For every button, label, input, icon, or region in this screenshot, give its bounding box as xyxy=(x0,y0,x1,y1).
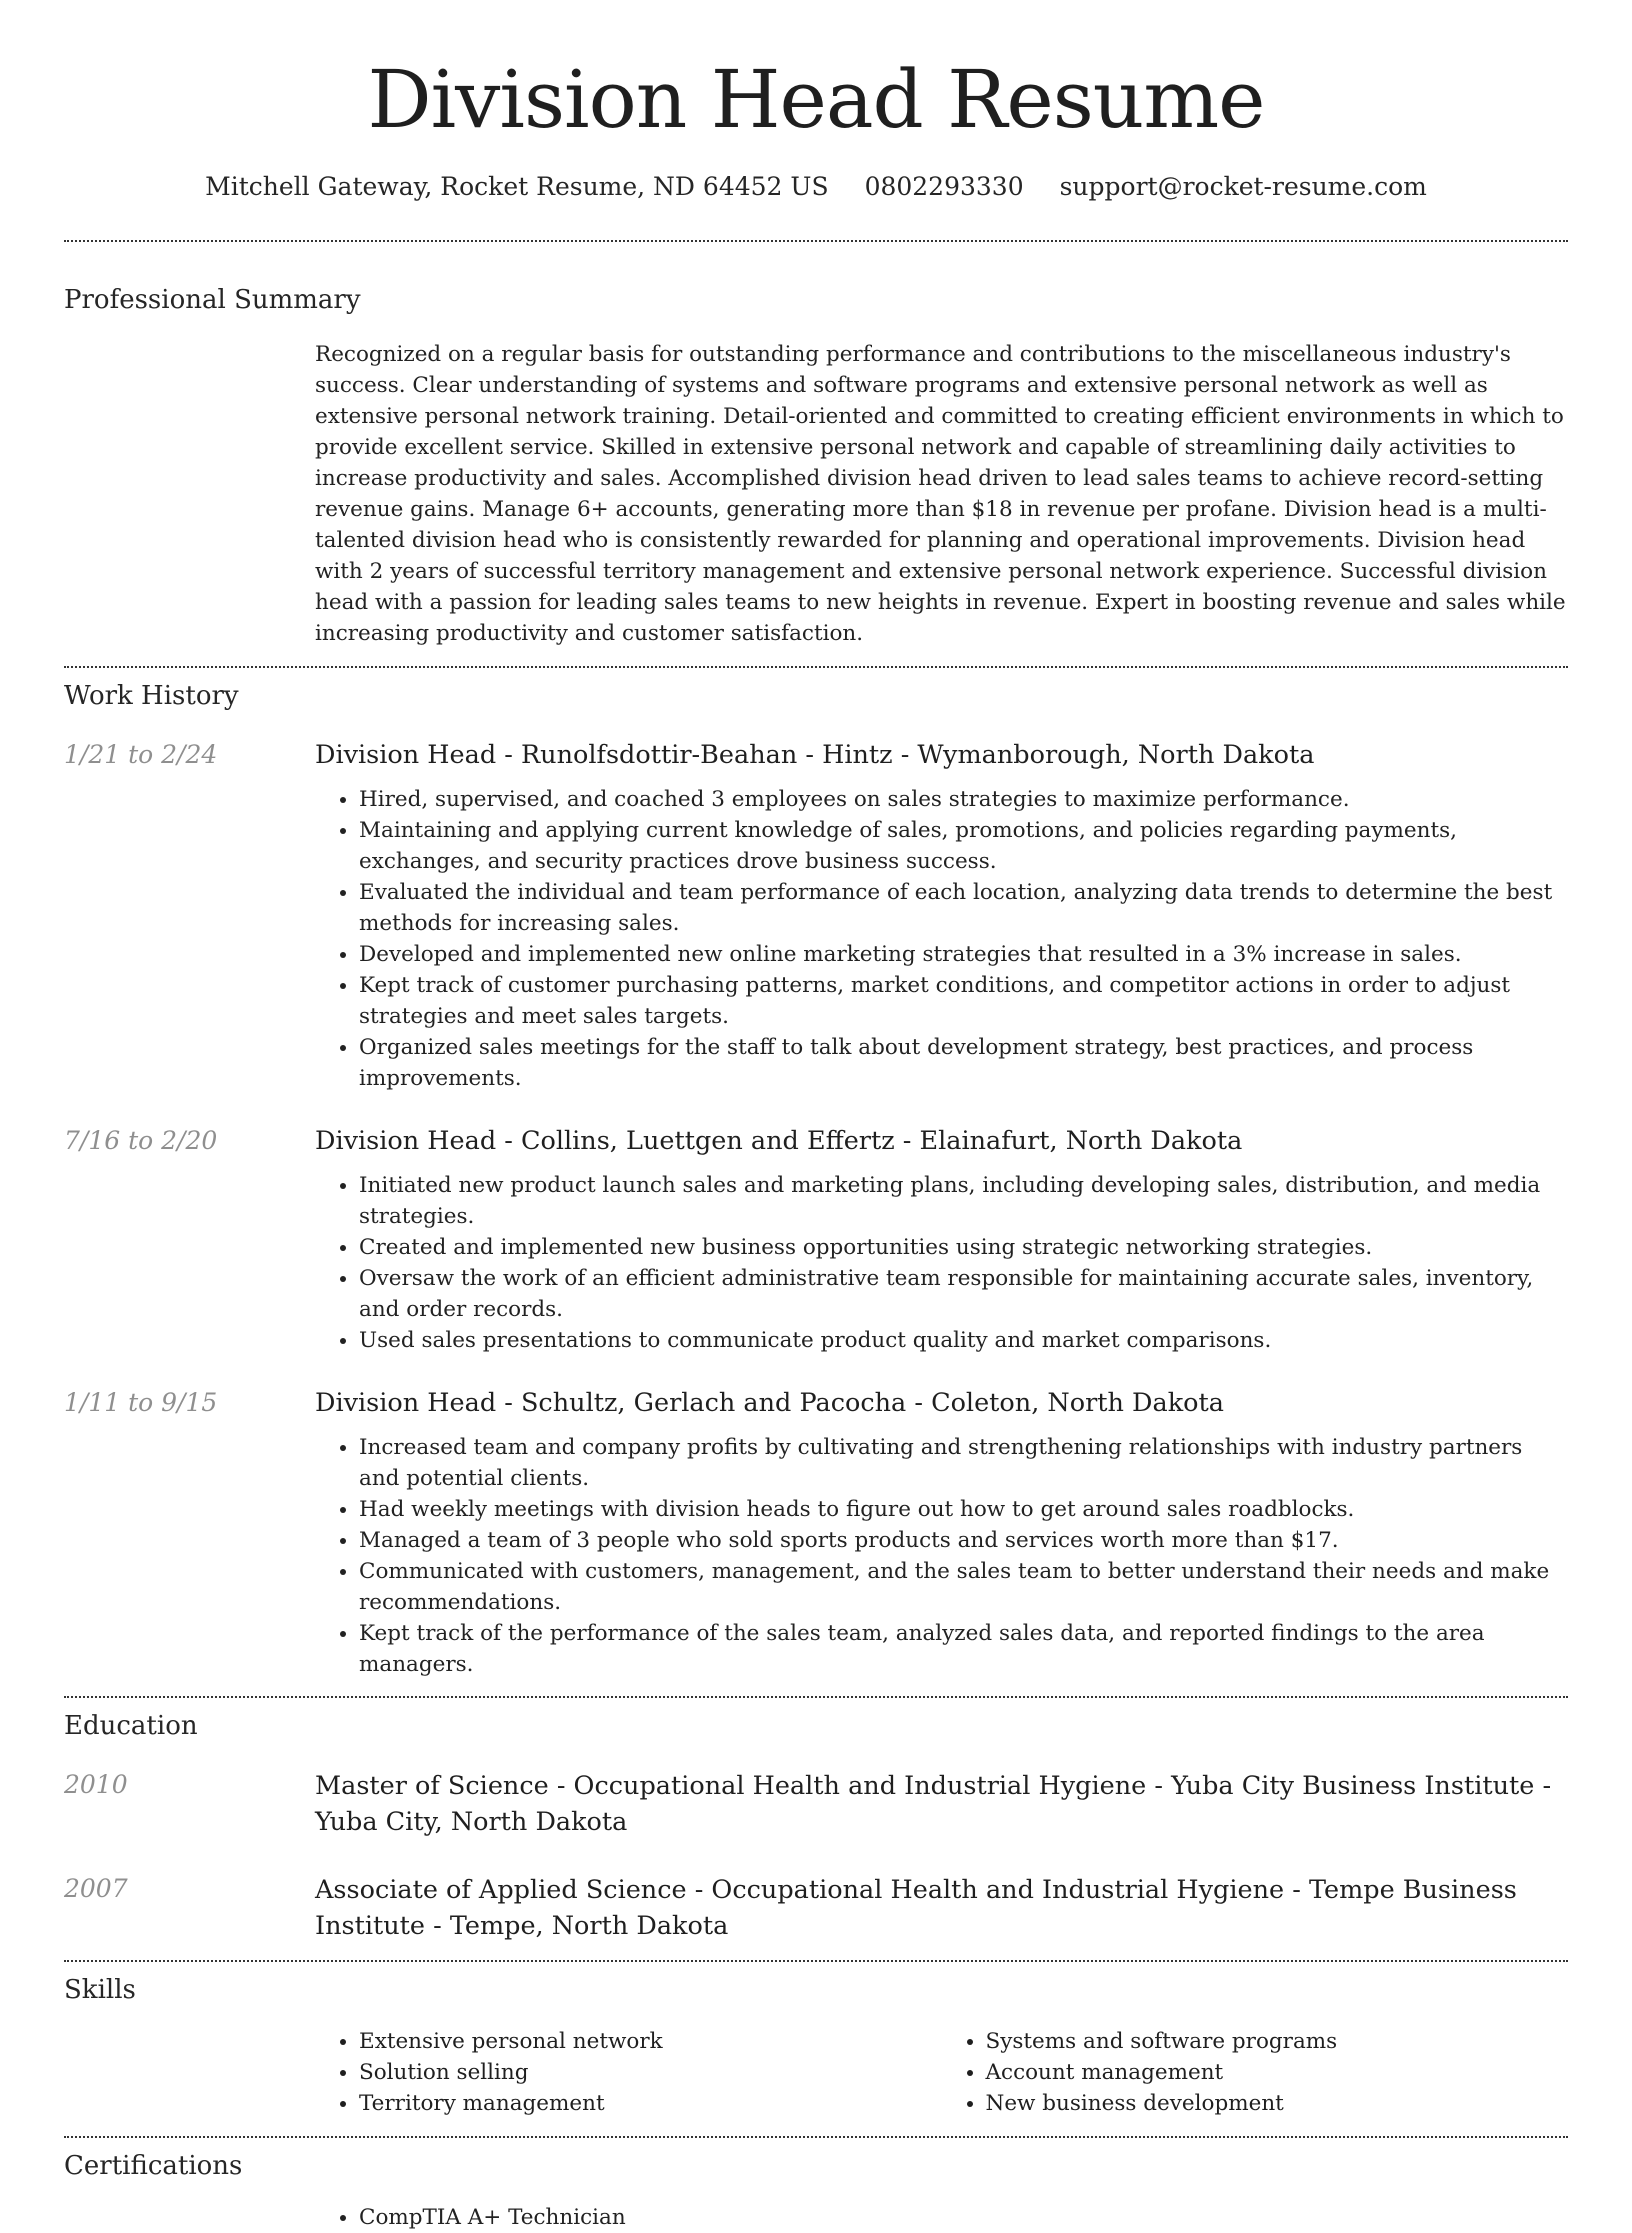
skill-item: • Territory management xyxy=(359,2088,942,2119)
skills-column-left xyxy=(315,2026,942,2119)
list-item: • Communicated with customers, management, and the sales team to better understand their needs and make recommendations. xyxy=(359,1556,1568,1618)
job-title: Division Head - Schultz, Gerlach and Pacocha - Coleton, North Dakota xyxy=(315,1388,1224,1418)
list-item: • Hired, supervised, and coached 3 employees on sales strategies to maximize performance. xyxy=(359,784,1568,815)
education-title: Associate of Applied Science - Occupational Health and Industrial Hygiene - Tempe Business Institute - Tempe, North Dakota xyxy=(315,1875,1517,1941)
list-item: • Had weekly meetings with division heads to figure out how to get around sales roadblocks. xyxy=(359,1494,1568,1525)
job-entry xyxy=(64,1386,1568,1680)
section-divider xyxy=(64,666,1568,668)
list-item: • Maintaining and applying current knowledge of sales, promotions, and policies regarding payments, exchanges, and security practices drove business success. xyxy=(359,815,1568,877)
contact-address: Mitchell Gateway, Rocket Resume, ND 64452 US xyxy=(205,172,829,201)
section-divider xyxy=(64,240,1568,242)
section-divider xyxy=(64,1960,1568,1962)
skill-item: • Systems and software programs xyxy=(986,2026,1569,2057)
section-divider xyxy=(64,2136,1568,2138)
skill-item: • Solution selling xyxy=(359,2057,942,2088)
education-year: 2007 xyxy=(64,1874,128,1903)
education-title: Master of Science - Occupational Health and Industrial Hygiene - Yuba City Business Institute - Yuba City, North Dakota xyxy=(315,1771,1552,1837)
list-item: • Kept track of the performance of the sales team, analyzed sales data, and reported findings to the area managers. xyxy=(359,1618,1568,1680)
skill-item: • New business development xyxy=(986,2088,1569,2119)
education-entry xyxy=(64,1872,1568,1944)
job-dates: 1/21 to 2/24 xyxy=(64,740,218,769)
resume-page xyxy=(64,0,1568,2233)
list-item: • Initiated new product launch sales and marketing plans, including developing sales, distribution, and media strategies. xyxy=(359,1170,1568,1232)
section-divider xyxy=(64,1696,1568,1698)
page-title: Division Head Resume xyxy=(367,53,1265,146)
certifications-list xyxy=(315,2202,1568,2233)
contact-line xyxy=(64,170,1568,204)
contact-phone: 0802293330 xyxy=(864,172,1024,201)
list-item: • Developed and implemented new online marketing strategies that resulted in a 3% increase in sales. xyxy=(359,939,1568,970)
job-entry xyxy=(64,1124,1568,1356)
skill-item: • Account management xyxy=(986,2057,1569,2088)
skills-column-right xyxy=(942,2026,1569,2119)
list-item: • Oversaw the work of an efficient administrative team responsible for maintaining accurate sales, inventory, and order records. xyxy=(359,1263,1568,1325)
contact-email: support@rocket-resume.com xyxy=(1059,172,1427,201)
list-item: • Managed a team of 3 people who sold sports products and services worth more than $17. xyxy=(359,1525,1568,1556)
job-dates: 7/16 to 2/20 xyxy=(64,1126,218,1155)
section-heading-summary: Professional Summary xyxy=(64,285,361,315)
certification-item: • CompTIA A+ Technician xyxy=(359,2202,1568,2233)
skills-grid xyxy=(315,2026,1568,2119)
summary-text: Recognized on a regular basis for outstanding performance and contributions to the miscellaneous industry's success. Clear understanding of systems and software programs and extensive personal network as well as extensive personal network training. Detail-oriented and committed to creating efficient environments in which to provide excellent service. Skilled in extensive personal network and capable of streamlining daily activities to increase productivity and sales. Accomplished division head driven to lead sales teams to achieve record-setting revenue gains. Manage 6+ accounts, generating more than $18 in revenue per profane. Division head is a multi-talented division head who is consistently rewarded for planning and operational improvements. Division head with 2 years of successful territory management and extensive personal network experience. Successful division head with a passion for leading sales teams to new heights in revenue. Expert in boosting revenue and sales while increasing productivity and customer satisfaction. xyxy=(315,342,1566,646)
list-item: • Organized sales meetings for the staff to talk about development strategy, best practices, and process improvements. xyxy=(359,1032,1568,1094)
list-item: • Kept track of customer purchasing patterns, market conditions, and competitor actions in order to adjust strategies and meet sales targets. xyxy=(359,970,1568,1032)
job-entry xyxy=(64,738,1568,1094)
section-heading-skills: Skills xyxy=(64,1975,136,2005)
job-title: Division Head - Collins, Luettgen and Effertz - Elainafurt, North Dakota xyxy=(315,1126,1243,1156)
education-year: 2010 xyxy=(64,1770,128,1799)
list-item: • Increased team and company profits by cultivating and strengthening relationships with industry partners and potential clients. xyxy=(359,1432,1568,1494)
job-bullets xyxy=(315,1432,1568,1680)
section-heading-education: Education xyxy=(64,1711,198,1741)
job-dates: 1/11 to 9/15 xyxy=(64,1388,218,1417)
job-title: Division Head - Runolfsdottir-Beahan - Hintz - Wymanborough, North Dakota xyxy=(315,740,1315,770)
section-heading-certifications: Certifications xyxy=(64,2151,243,2181)
job-bullets xyxy=(315,1170,1568,1356)
job-bullets xyxy=(315,784,1568,1094)
list-item: • Used sales presentations to communicate product quality and market comparisons. xyxy=(359,1325,1568,1356)
section-heading-work: Work History xyxy=(64,681,239,711)
skill-item: • Extensive personal network xyxy=(359,2026,942,2057)
list-item: • Evaluated the individual and team performance of each location, analyzing data trends to determine the best methods for increasing sales. xyxy=(359,877,1568,939)
list-item: • Created and implemented new business opportunities using strategic networking strategies. xyxy=(359,1232,1568,1263)
education-entry xyxy=(64,1768,1568,1840)
